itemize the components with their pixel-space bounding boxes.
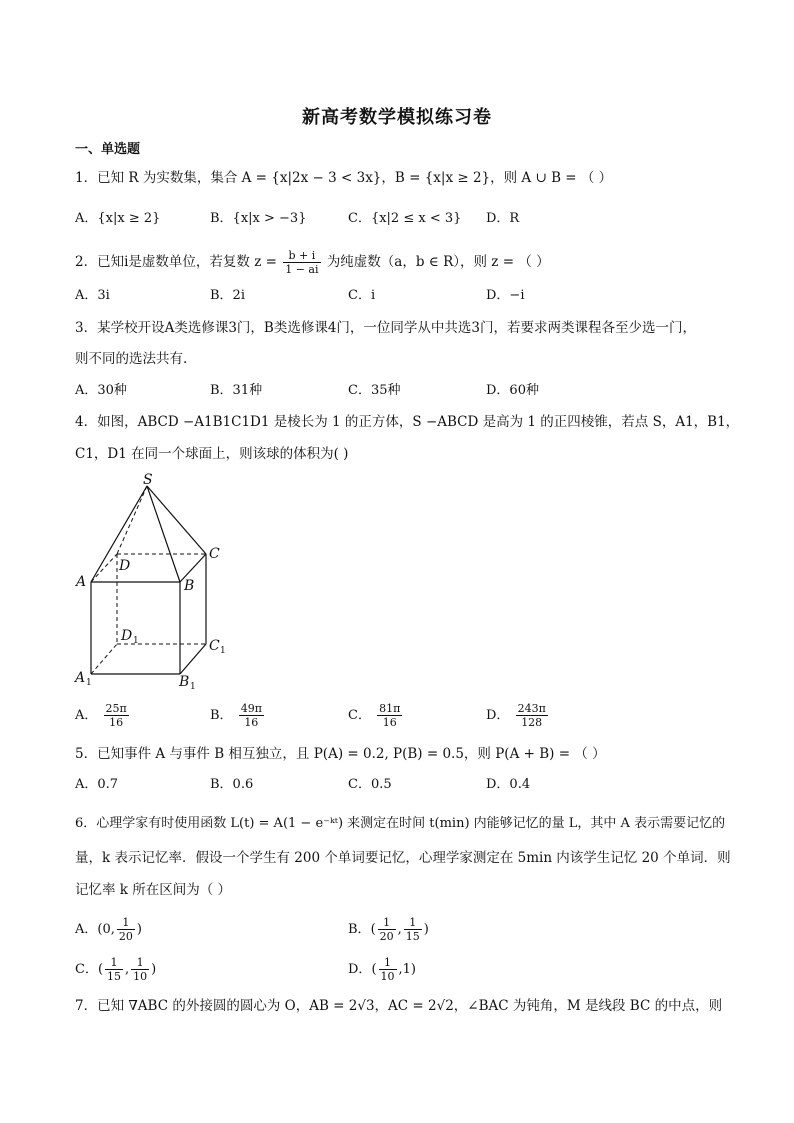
q4-option-b-fraction (239, 702, 264, 729)
q2-fraction-denominator: 1 − ai (285, 263, 319, 276)
label-b: B (184, 578, 195, 594)
q4-option-b-label: B． (210, 708, 233, 723)
q1-option-b: B．{x|x > −3} (210, 211, 307, 226)
edge-a1d1-hidden (91, 644, 117, 674)
label-s: S (143, 472, 153, 488)
label-b1: B (179, 674, 190, 690)
q4-option-c-num: 81π (379, 702, 401, 715)
q2-fraction (283, 249, 320, 276)
q6-option-a-open: (0, (97, 922, 115, 937)
q6-b-num-2: 1 (404, 916, 422, 930)
q6-option-a (75, 916, 142, 943)
q6-d-num: 1 (379, 956, 397, 970)
q4-option-d-den: 128 (521, 716, 543, 729)
q2-option-b: B．2i (210, 288, 245, 303)
label-d1-sub: 1 (133, 636, 139, 646)
q3-option-b: B．31种 (210, 383, 263, 398)
q6-c-den-1: 15 (107, 970, 122, 983)
q6-option-b-fraction-1 (378, 916, 396, 943)
label-a1: A (75, 670, 86, 686)
question-5-text: 5．已知事件 A 与事件 B 相互独立，且 P(A) = 0.2, P(B) = 0.5，则 P(A + B) = （ ） (75, 746, 606, 762)
q4-option-d-label: D． (486, 708, 510, 723)
q6-option-c-comma: , (125, 962, 130, 977)
q6-option-d-close: ,1) (398, 962, 416, 977)
q5-option-a: A．0.7 (75, 777, 119, 792)
question-7-text: 7．已知 ∇ABC 的外接圆的圆心为 O，AB = 2√3，AC = 2√2，∠BAC 为钝角，M 是线段 BC 的中点，则 (75, 998, 723, 1014)
q1-option-a: A．{x|x ≥ 2} (75, 211, 161, 226)
label-c: C (209, 546, 220, 562)
q4-option-c-den: 16 (382, 716, 397, 729)
question-6-line-3: 记忆率 k 所在区间为（ ） (75, 882, 232, 898)
edge-sb (147, 486, 180, 582)
q4-option-b-num: 49π (240, 702, 262, 715)
q6-option-a-fraction (117, 916, 135, 943)
label-c1-sub: 1 (220, 646, 226, 656)
q6-option-c-open: ( (97, 962, 104, 977)
q6-c-num-1: 1 (105, 956, 123, 970)
label-b1-sub: 1 (190, 682, 196, 692)
q6-a-num: 1 (117, 916, 135, 930)
q5-option-d: D．0.4 (486, 777, 531, 792)
q6-c-den-2: 10 (133, 970, 148, 983)
q4-option-a-label: A． (75, 708, 98, 723)
question-1-text: 1．已知 R 为实数集，集合 A = {x|2x − 3 < 3x}，B = {x|x ≥ 2}，则 A ∪ B = （ ） (75, 170, 613, 186)
q6-option-c-fraction-2 (131, 956, 149, 983)
q6-option-d-open: ( (371, 962, 377, 977)
q6-option-b-fraction-2 (404, 916, 422, 943)
q2-prefix: 2．已知i是虚数单位，若复数 z = (75, 254, 277, 270)
q5-option-b: B．0.6 (210, 777, 254, 792)
question-3-line-2: 则不同的选法共有. (75, 351, 188, 367)
q4-option-c-fraction (377, 702, 402, 729)
q6-option-c-label: C． (75, 962, 98, 977)
label-a1-sub: 1 (86, 678, 92, 688)
q2-option-d: D．−i (486, 288, 525, 303)
q4-option-d-fraction (516, 702, 548, 729)
label-d1: D (121, 628, 133, 644)
q6-option-d (348, 956, 416, 983)
q4-option-b-den: 16 (244, 716, 259, 729)
q4-option-a-den: 16 (109, 716, 124, 729)
question-2-text (75, 249, 550, 276)
q4-option-c-label: C． (348, 708, 371, 723)
q2-fraction-numerator: b + i (283, 249, 320, 263)
q6-option-a-label: A． (75, 922, 98, 937)
label-c1: C (209, 638, 220, 654)
q6-option-b-open: ( (370, 922, 376, 937)
edge-sd-hidden (117, 486, 147, 554)
question-6-line-1: 6．心理学家有时使用函数 L(t) = A(1 − e⁻ᵏᵗ) 来测定在时间 t(min) 内能够记忆的量 L，其中 A 表示需要记忆的 (75, 816, 726, 831)
q6-b-den-1: 20 (379, 930, 394, 943)
q2-option-a: A．3i (75, 288, 110, 303)
q6-d-den: 10 (380, 970, 395, 983)
q6-option-a-close: ) (136, 922, 142, 937)
q2-suffix: 为纯虚数（a，b ∈ R），则 z = （ ） (326, 254, 550, 270)
q6-option-b (348, 916, 429, 943)
q4-option-a (75, 702, 131, 729)
q6-option-b-label: B． (348, 922, 371, 937)
q3-option-a: A．30种 (75, 383, 127, 398)
section-heading: 一、单选题 (75, 142, 141, 157)
pyramid-cube-figure (72, 472, 232, 694)
q6-a-den: 20 (118, 930, 133, 943)
q1-option-c: C．{x|2 ≤ x < 3} (348, 211, 462, 226)
edge-sc (147, 486, 206, 554)
q6-option-c (75, 956, 156, 983)
q2-option-c: C．i (348, 288, 376, 303)
q4-option-b (210, 702, 266, 729)
q3-option-c: C．35种 (348, 383, 401, 398)
q6-b-num-1: 1 (378, 916, 396, 930)
q4-option-a-fraction (104, 702, 129, 729)
q6-option-b-close: ) (423, 922, 429, 937)
q4-option-d (486, 702, 550, 729)
question-3-line-1: 3．某学校开设A类选修课3门，B类选修课4门，一位同学从中共选3门，若要求两类课程各至少选一门， (75, 320, 697, 336)
q1-option-d: D．R (486, 211, 520, 226)
edge-b1c1 (180, 644, 206, 674)
q6-b-den-2: 15 (405, 930, 420, 943)
q3-option-d: D．60种 (486, 383, 539, 398)
page-title: 新高考数学模拟练习卷 (302, 107, 492, 128)
question-4-line-2: C1，D1 在同一个球面上，则该球的体积为( ) (75, 446, 349, 462)
label-a: A (76, 574, 87, 590)
q4-option-c (348, 702, 404, 729)
question-6-line-2: 量，k 表示记忆率．假设一个学生有 200 个单词要记忆，心理学家测定在 5min 内该学生记忆 20 个单词．则 (75, 850, 731, 866)
q6-option-b-comma: , (397, 922, 402, 937)
q6-option-d-fraction (379, 956, 397, 983)
q6-c-num-2: 1 (131, 956, 149, 970)
q4-option-d-num: 243π (517, 702, 546, 715)
label-d: D (119, 558, 131, 574)
q6-option-d-label: D． (348, 962, 372, 977)
q6-option-c-fraction-1 (105, 956, 123, 983)
edge-ad-hidden (91, 554, 117, 582)
q6-option-c-close: ) (151, 962, 157, 977)
question-4-line-1: 4．如图，ABCD −A1B1C1D1 是棱长为 1 的正方体，S −ABCD 是高为 1 的正四棱锥，若点 S，A1，B1， (75, 414, 740, 430)
q5-option-c: C．0.5 (348, 777, 392, 792)
q4-option-a-num: 25π (105, 702, 127, 715)
